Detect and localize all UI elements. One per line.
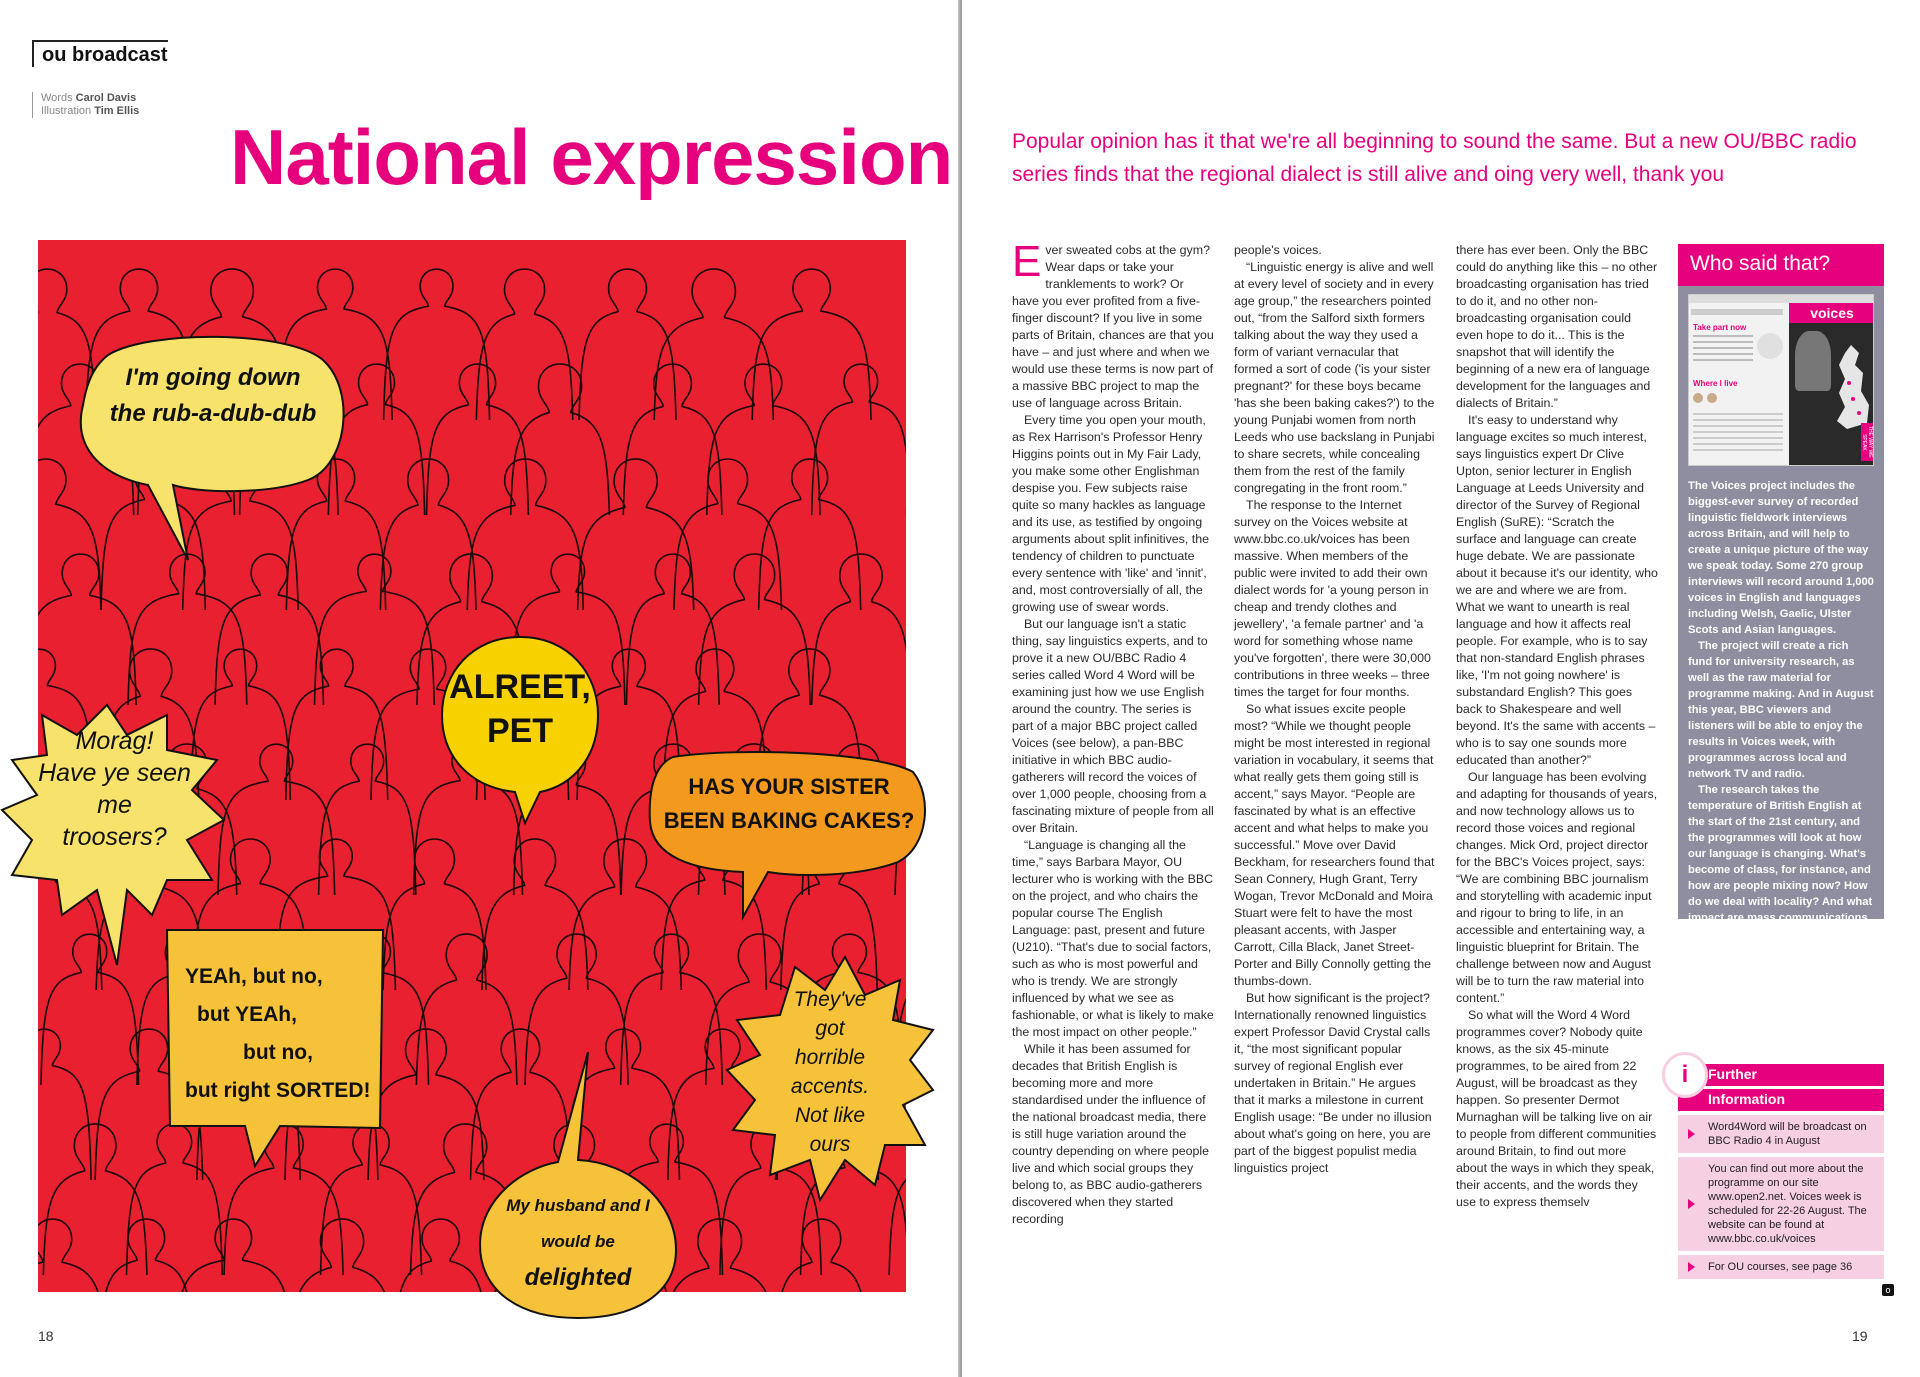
bubble-line: horrible [794,1046,866,1069]
info-icon: i [1662,1052,1708,1098]
illustration-label: Illustration [41,105,92,117]
article-paragraph: people's voices. [1234,243,1322,257]
crowd-figure [662,1219,777,1292]
section-label: ou broadcast [32,40,168,67]
text-line [1691,309,1783,315]
arrow-icon [1688,1199,1695,1209]
article-paragraph: The response to the Internet survey on the Voices website at www.bbc.co.uk/voices has been massive. When members of the public were invited to add their own dialect words for 'a young person in cheap and trendy clothes and jewellery', 'a female partner' and 'a word for something whose name you've forgotten', there were 30,000 contributions in three weeks – three times the target for four months. [1234,498,1431,699]
article-end-icon: o [1882,1284,1894,1296]
speech-bubble-alreet-pet [440,635,600,825]
further-information-box [1678,1061,1884,1279]
take-part-link: Take part now [1693,323,1747,332]
standfirst: Popular opinion has it that we're all beginning to sound the same. But a new OU/BBC radio series finds that the regional dialect is still alive and oing very well, thank you [1012,130,1857,186]
crowd-figure [384,269,490,420]
paragraph-text: ver sweated cobs at the gym? Wear daps or take your tranklements to work? Or have you ever profited from a five-finger discount? If you live in some parts of Britain, chances are that you have – and just where and when we would use these terms is now part of a massive BBC project to map the use of language across Britain. [1012,243,1214,410]
crowd-figure [699,554,811,705]
info-item [1678,1157,1884,1251]
sidebar-paragraph: The project will create a rich fund for university research, as well as the raw material for programme making. And in August this year, BBC viewers and listeners will be able to enjoy the results in Voices week, with programmes across local and network TV and radio. [1688,640,1874,780]
article-paragraph: “Linguistic energy is alive and well at every level of society and in every age group,” the researchers pointed out, “from the Salford sixth formers talking about the way they used a form of variant vernacular that formed a sort of code ('is your sister pregnant?' for these boys became 'has she been baking cakes?') to the young Punjabi women from north Leeds who use backslang in Punjabi to share secrets, while concealing them from the rest of the family congregating in the front room.” [1234,260,1435,495]
info-item [1678,1115,1884,1153]
page-title: National expression [230,113,953,201]
text-block [1693,413,1783,453]
bubble-line: PET [486,712,554,750]
crowd-figure [626,554,719,705]
crowd-figure [579,269,676,420]
bubble-line: the rub-a-dub-dub [109,400,317,428]
bubble-line: would be [541,1232,615,1251]
avatar [1707,393,1717,403]
crowd-figure [707,364,820,515]
article-paragraph: So what will the Word 4 Word programmes cover? Nobody quite knows, as the six 45-minute programmes, to be aired from 22 August, will be broadcast as they happen. So presenter Dermot Murnaghan will be talking live on air to people from different communities around Britain, to find out more about the ways in which they speak, their accents, and the words they use to express themselv [1456,1008,1657,1209]
article-paragraph: there has ever been. Only the BBC could do anything like this – no other broadcasting organisation has tried to do it, and no other non-broadcasting organisation could even hope to do it... This is the snapshot that will identify the beginning of a new era of language development for the languages and dialects of Britain.” [1456,243,1658,410]
bubble-line: ours [809,1133,851,1156]
crowd-figure [368,1029,484,1180]
info-item-text: You can find out more about the programme on our site www.open2.net. Voices week is scheduled for 22-26 August. The website can be found at www.bbc.co.uk/voices [1708,1163,1867,1245]
bubble-line: Morag! [75,727,154,755]
bubble-line: troosers? [62,823,167,851]
info-item [1678,1255,1884,1279]
article-paragraph: So what issues excite people most? “While we thought people might be most interested in regional variation in vocabulary, it seems that what really gets them going still is accent,” says Mayor. “People are fascinated by what is an effective accent and what helps to make you successful.” Move over David Beckham, for researchers found that Sean Connery, Hugh Grant, Terry Wogan, Trevor McDonald and Moira Stuart were felt to have the most pleasant accents, with Jasper Carrott, Cilla Black, Janet Street-Porter and Billy Connolly getting the thumbs-down. [1234,702,1435,988]
crowd-figure [511,364,610,515]
voices-logo: voices [1789,303,1874,323]
uk-map-icon [1833,343,1873,433]
article-column-2 [1234,242,1436,1177]
crowd-figure [38,554,136,705]
info-item-text: Word4Word will be broadcast on BBC Radio 4 in August [1708,1121,1867,1147]
crowd-figure [812,364,906,515]
crowd-figure [393,1219,487,1292]
article-paragraph: It's easy to understand why language excites so much interest, says linguistics expert Dr Clive Upton, senior lecturer in English Language at Leeds University and director of the Survey of Regional English (SuRE): “Scratch the surface and language can create huge debate. We are passionate about it because it's our identity, who we are and where we are from. What we want to unearth is real language and how it affects real people. For example, who is to say that non-standard English phrases like, 'I'm not going nowhere' is substandard English? This goes back to Shakespeare and well beyond. It's the same with accents – who is to say one sounds more educated than another?” [1456,413,1658,767]
crowd-figure [174,1219,292,1292]
speech-bubble-delighted [478,1050,678,1320]
sidebar-body [1678,466,1884,958]
bubble-line: but right SORTED! [185,1079,371,1102]
crowd-figure [578,459,694,610]
bubble-line: I'm going down [125,364,301,391]
info-item-text: For OU courses, see page 36 [1708,1261,1853,1273]
article-paragraph: Every time you open your mouth, as Rex Harrison's Professor Henry Higgins points out in My Fair Lady, you make some other Englishman despise you. Few subjects raise quite so many hackles as language and its use, as testified by ongoing arguments about split infinitives, the tendency of children to punctuate every sentence with 'like' and 'innit', and, most controversially of all, the growing use of swear words. [1012,413,1209,614]
crowd-figure [467,459,583,610]
bubble-line: HAS YOUR SISTER [688,774,890,799]
article-paragraph: But how significant is the project? Internationally renowned linguistics expert Professor David Crystal calls it, “the most significant popular survey of regional English ever undertaken in Britain.” He argues that it marks a milestone in current English usage: “Be under no illusion about what's going on here, you are part of the biggest populist media linguistics project [1234,991,1432,1175]
left-page [0,0,958,1377]
article-column-1 [1012,237,1214,1228]
crowd-figure [43,1124,147,1275]
article-paragraph: But our language isn't a static thing, say linguistics experts, and to prove it a new OU/BBC Radio 4 series called Word 4 Word will be examining just how we use English around the country. The series is part of a major BBC project called Voices (see below), a pan-BBC initiative in which BBC audio-gatherers will record the voices of over 1,000 people, choosing from a fascinating mixture of people from all over Britain. [1012,617,1214,835]
sidebar-paragraph: The Voices project includes the biggest-ever survey of recorded linguistic fieldwork interviews across Britain, and will help to create a unique picture of the way we speak today. Some 270 group interviews will record around 1,000 voices in English and languages including Welsh, Gaelic, Ulster Scots and Asian languages. [1688,480,1874,636]
tagline: THE WAY WE SPEAK [1861,423,1873,461]
bubble-line: They've [793,988,867,1011]
info-heading-1: Further [1678,1064,1884,1086]
crowd-figure [38,1219,106,1292]
article-column-3 [1456,242,1658,1211]
sidebar-paragraph: The research takes the temperature of British English at the start of the 21st century, and the programmes will look at how our language is changing. What's become of class, for instance, and how are people mixing now? How do we deal with locality? And what impact are mass communications like texting and message boards having? [1688,784,1873,956]
sidebar-title: Who said that? [1678,244,1884,286]
bubble-line: but YEAh, [197,1003,297,1026]
article-paragraph: Our language has been evolving and adapting for thousands of years, and now technology allows us to record those voices and regional changes. Mick Ord, project director for the BBC's Voices project, says: “We are combining BBC journalism and storytelling with academic input and rigour to bring to life, in an accessible and entertaining way, a linguistic blueprint for Britain. The challenge between now and August will be to turn the raw material into content.” [1456,770,1658,1005]
illustrator-name: Tim Ellis [94,105,140,117]
bubble-line: Have ye seen [38,759,191,787]
crowd-figure [654,269,773,420]
right-page [962,0,1920,1377]
bubble-line: Not like [794,1104,866,1127]
page-number: 18 [38,1328,54,1344]
words-label: Words [41,92,73,104]
words-credit [41,92,139,105]
bubble-line: me [97,791,132,819]
avatar [1693,393,1703,403]
voices-website-screenshot [1688,294,1874,466]
credits [32,92,139,118]
bubble-line: accents. [790,1075,870,1098]
bubble-line: got [815,1017,845,1040]
arrow-icon [1688,1129,1695,1139]
article-paragraph: While it has been assumed for decades that British English is becoming more and more standardised under the influence of the national broadcast media, there is still huge variation around the country depending on where people live and which social groups they belong to, as BBC audio-gatherers discovered when they started recording [1012,1042,1210,1226]
author-name: Carol Davis [75,92,137,104]
speech-bubble-rub-a-dub [78,335,346,565]
page-number: 19 [1852,1328,1868,1344]
speech-bubble-horrible-accents [725,955,935,1205]
where-i-live-link: Where I live [1693,379,1738,388]
bubble-line: ALREET, [449,668,591,706]
crowd-figure [775,1219,868,1292]
bubble-line: delighted [524,1264,632,1291]
arrow-icon [1688,1262,1695,1272]
article-paragraph [1012,237,1214,412]
browser-bar [1689,295,1873,303]
crowd-figure [383,839,486,990]
article-paragraph: “Language is changing all the time,” says Barbara Mayor, OU lecturer who is working with the BBC on the project, and who chairs the popular course The English Language: past, present and future (U210). “That's due to social factors, such as who is most powerful and who is trendy. We are strongly influenced by what we see as fashionable, or what is likely to make the most impact on other people.” [1012,838,1214,1039]
speech-bubble-yeah-but-no [165,928,385,1168]
voices-banner [1789,303,1874,465]
sidebar-who-said-that [1678,244,1884,956]
map-thumbnail [1757,333,1783,359]
portrait-silhouette [1795,331,1831,391]
crowd-figure [38,1029,91,1180]
bubble-line: but no, [243,1041,313,1064]
speech-bubble-baking-cakes [648,752,930,922]
bubble-line: My husband and I [506,1196,650,1215]
crowd-figure [752,269,871,420]
crowd-figure [128,554,247,705]
crowd-figure [482,839,588,990]
drop-cap: E [1012,237,1042,286]
bubble-line: BEEN BAKING CAKES? [663,808,915,833]
text-block [1693,335,1753,365]
bubble-line: YEAh, but no, [185,965,323,988]
info-heading-2: Information [1678,1089,1884,1111]
illustration-credit [41,105,139,118]
